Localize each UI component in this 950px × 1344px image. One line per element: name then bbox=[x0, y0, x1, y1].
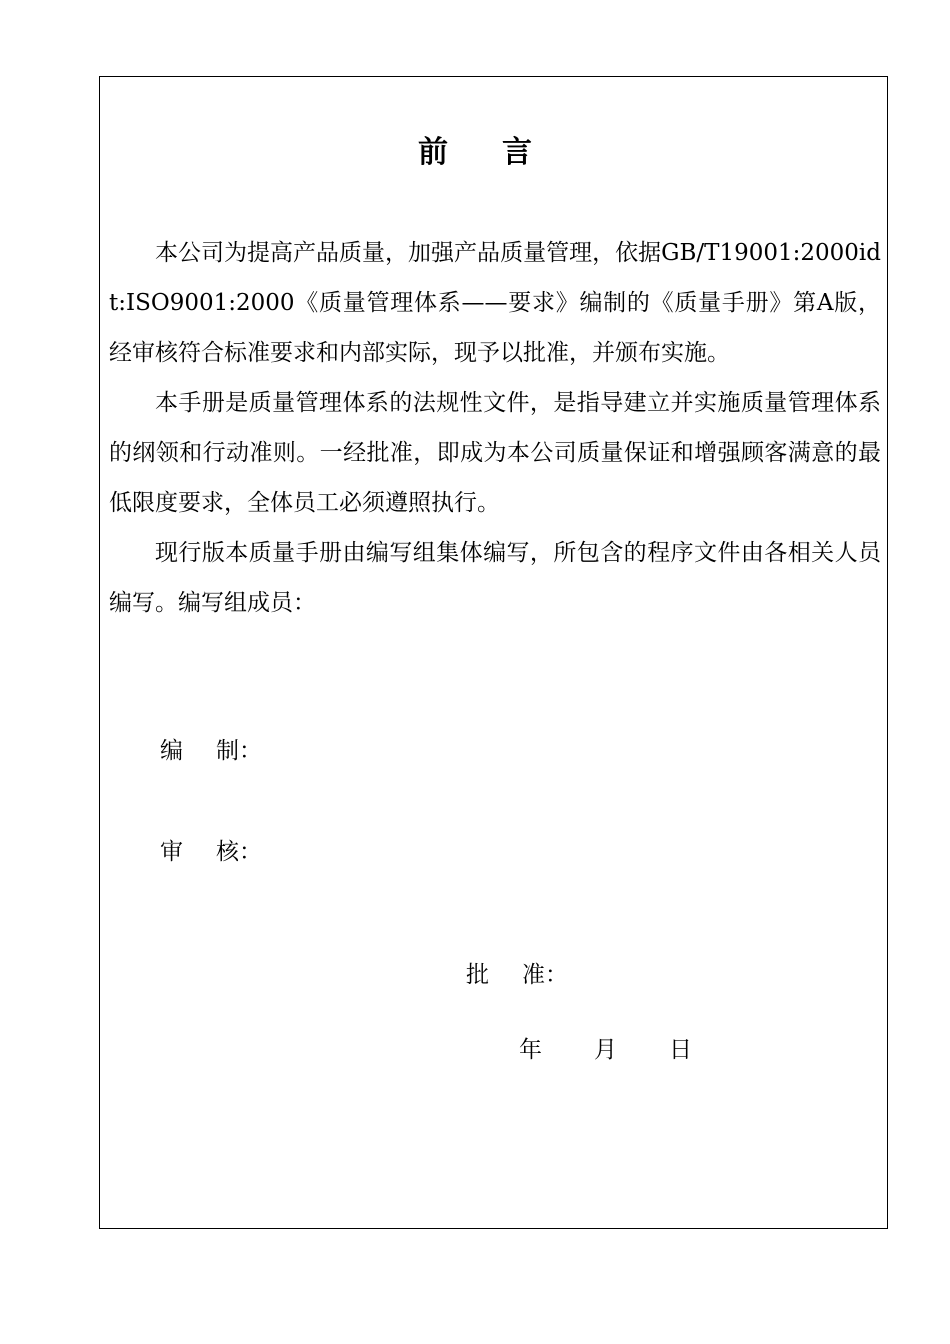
date-day-label: 日 bbox=[669, 1037, 692, 1063]
reviewed-by-line bbox=[160, 832, 262, 872]
compiled-by-label-1: 编 bbox=[160, 738, 183, 764]
approved-by-label-2: 准： bbox=[522, 962, 568, 988]
preface-body bbox=[109, 228, 881, 628]
reviewed-by-label-2: 核： bbox=[216, 839, 262, 865]
approved-by-line bbox=[466, 955, 568, 995]
date-line bbox=[519, 1030, 692, 1070]
compiled-by-line bbox=[160, 731, 262, 771]
date-month-label: 月 bbox=[594, 1037, 617, 1063]
approved-by-label-1: 批 bbox=[466, 962, 489, 988]
preface-paragraph-2: 本手册是质量管理体系的法规性文件，是指导建立并实施质量管理体系的纲领和行动准则。一经批准，即成为本公司质量保证和增强顾客满意的最低限度要求，全体员工必须遵照执行。 bbox=[109, 390, 881, 516]
compiled-by-label-2: 制： bbox=[216, 738, 262, 764]
preface-paragraph-3: 现行版本质量手册由编写组集体编写，所包含的程序文件由各相关人员编写。编写组成员： bbox=[109, 540, 881, 616]
preface-paragraph-1: 本公司为提高产品质量，加强产品质量管理，依据GB/T19001:2000idt:ISO9001:2000《质量管理体系——要求》编制的《质量手册》第A版，经审核符合标准要求和内部实际，现予以批准，并颁布实施。 bbox=[109, 240, 881, 366]
page-title: 前言 bbox=[418, 135, 586, 170]
date-year-label: 年 bbox=[519, 1037, 542, 1063]
reviewed-by-label-1: 审 bbox=[160, 839, 183, 865]
